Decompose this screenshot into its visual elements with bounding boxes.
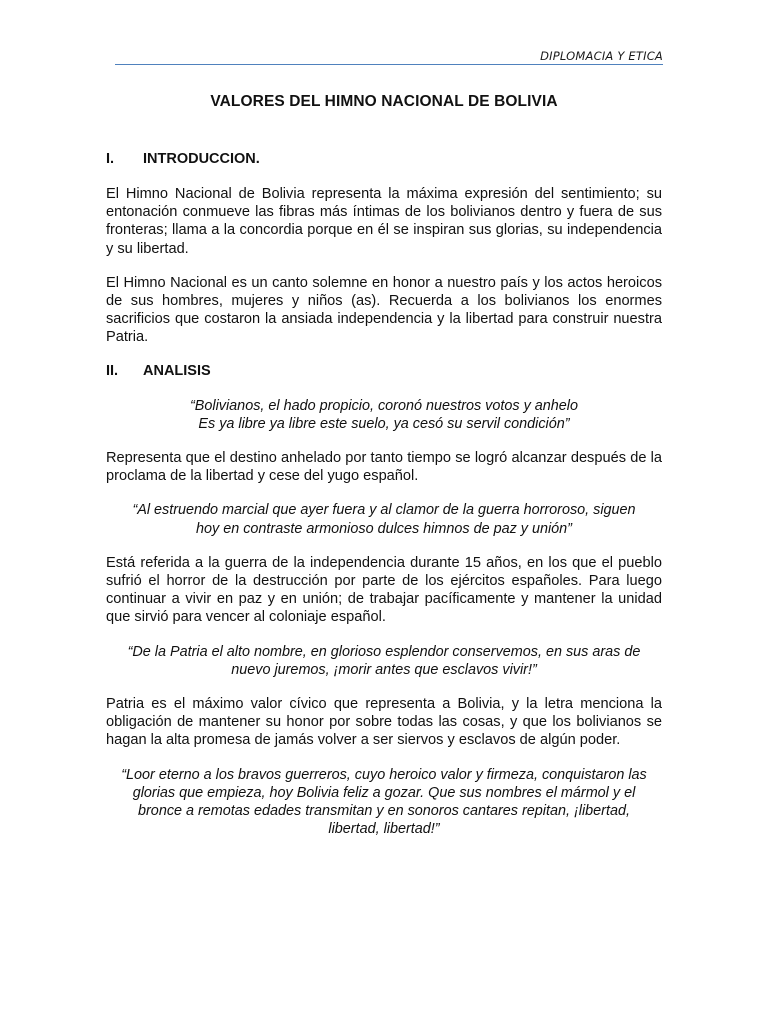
analysis-paragraph: Está referida a la guerra de la independencia durante 15 años, en los que el pueblo sufrió el horror de la destrucción por parte de los ejércitos españoles. Para luego continuar a vivir en paz y en unión; de trabajar pacíficamente y mantener la unidad que sirvió para vencer al coloniaje español. xyxy=(106,554,662,626)
analysis-paragraph: Representa que el destino anhelado por tanto tiempo se logró alcanzar después de la proclama de la libertad y cese del yugo español. xyxy=(106,450,662,485)
quote-line: nuevo juremos, ¡morir antes que esclavos vivir!” xyxy=(231,661,537,678)
section-heading-analisis xyxy=(106,363,662,379)
anthem-quote xyxy=(106,643,662,679)
analysis-paragraph: Patria es el máximo valor cívico que representa a Bolivia, y la letra menciona la obligación de mantener su honor por sobre todas las cosas, y que los bolivianos se hagan la alta promesa de jamás volver a ser siervos y esclavos de algún poder. xyxy=(106,696,662,749)
header-rule xyxy=(115,64,663,65)
quote-line: bronce a remotas edades transmitan y en sonoros cantares repitan, ¡libertad, xyxy=(138,803,630,820)
quote-line: “Loor eterno a los bravos guerreros, cuyo heroico valor y firmeza, conquistaron las xyxy=(121,766,647,783)
anthem-quote xyxy=(106,397,662,433)
quote-line: libertad, libertad!” xyxy=(328,821,440,838)
quote-line: “De la Patria el alto nombre, en glorioso esplendor conservemos, en sus aras de xyxy=(127,643,641,660)
anthem-quote xyxy=(106,766,662,839)
quote-line: hoy en contraste armonioso dulces himnos de paz y unión” xyxy=(196,520,572,537)
section-heading-introduccion xyxy=(106,151,662,167)
quote-line: “Al estruendo marcial que ayer fuera y al clamor de la guerra horroroso, siguen xyxy=(132,502,636,519)
section-title: ANALISIS xyxy=(143,362,211,379)
running-header-title: DIPLOMACIA Y ETICA xyxy=(540,49,663,63)
section-number: I. xyxy=(106,151,115,167)
document-body xyxy=(106,93,662,854)
document-title: VALORES DEL HIMNO NACIONAL DE BOLIVIA xyxy=(210,93,558,110)
section-title: INTRODUCCION. xyxy=(143,151,260,167)
running-header xyxy=(115,47,663,63)
quote-line: “Bolivianos, el hado propicio, coronó nuestros votos y anhelo xyxy=(190,397,578,414)
intro-paragraph: El Himno Nacional de Bolivia representa la máxima expresión del sentimiento; su entonación conmueve las fibras más íntimas de los bolivianos dentro y fuera de sus fronteras; llama a la concordia porque en él se inspiran sus glorias, su independencia y su libertad. xyxy=(106,186,662,257)
quote-line: glorias que empieza, hoy Bolivia feliz a gozar. Que sus nombres el mármol y el xyxy=(132,784,636,801)
quote-line: Es ya libre ya libre este suelo, ya cesó su servil condición” xyxy=(198,415,570,432)
anthem-quote xyxy=(106,501,662,537)
section-number: II. xyxy=(106,362,119,379)
intro-paragraph: El Himno Nacional es un canto solemne en honor a nuestro país y los actos heroicos de sus hombres, mujeres y niños (as). Recuerda a los bolivianos los enormes sacrificios que costaron la ansiada independencia y la libertad para construir nuestra Patria. xyxy=(106,274,662,346)
